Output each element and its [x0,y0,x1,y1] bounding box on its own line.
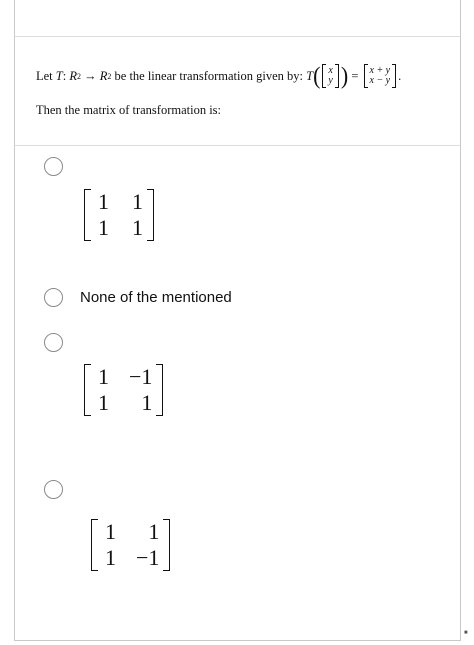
option-4-matrix [91,519,170,571]
question-prefix: Let [36,68,53,83]
option-4-radio[interactable] [44,480,63,499]
matrix-cell: 1 [105,545,116,570]
matrix-cell: 1 [98,390,109,415]
codomain-exp: 2 [107,71,112,81]
input-vector [322,64,338,88]
t-symbol-2: T [306,68,314,83]
output-top: x + y [369,65,391,76]
corner-mark: ■ [464,630,468,636]
matrix-cell: 1 [132,189,143,214]
question-card [14,36,461,146]
option-2-label: None of the mentioned [80,289,232,306]
matrix-cell: 1 [98,189,109,214]
equals-sign: = [351,68,359,83]
paren-left: ( [313,61,321,90]
option-2-radio[interactable] [44,288,63,307]
paren-right: ) [340,61,349,90]
matrix-cell: 1 [105,519,116,544]
option-3-radio[interactable] [44,333,63,352]
output-vector [364,64,397,88]
domain-exp: 2 [77,71,81,81]
matrix-cell: 1 [141,390,153,415]
matrix-cell: 1 [148,519,160,544]
input-y: y [328,75,333,86]
matrix-cell: 1 [98,364,109,389]
colon: : [62,68,67,83]
codomain-r: R [99,68,108,83]
question-text [36,61,402,90]
option-1-matrix [84,189,154,241]
matrix-cell: 1 [98,215,109,240]
domain-r: R [69,68,77,83]
option-1-radio[interactable] [44,157,63,176]
option-3-matrix [84,364,163,416]
output-bottom: x − y [369,75,391,86]
question-mid: be the linear transformation given by: [114,68,303,83]
arrow: → [84,68,97,83]
matrix-cell: −1 [136,545,160,570]
input-x: x [328,65,333,76]
question-subtext: Then the matrix of transformation is: [36,103,222,117]
t-symbol: T [55,68,63,83]
matrix-cell: −1 [129,364,153,389]
period: . [398,68,402,83]
matrix-cell: 1 [132,215,143,240]
